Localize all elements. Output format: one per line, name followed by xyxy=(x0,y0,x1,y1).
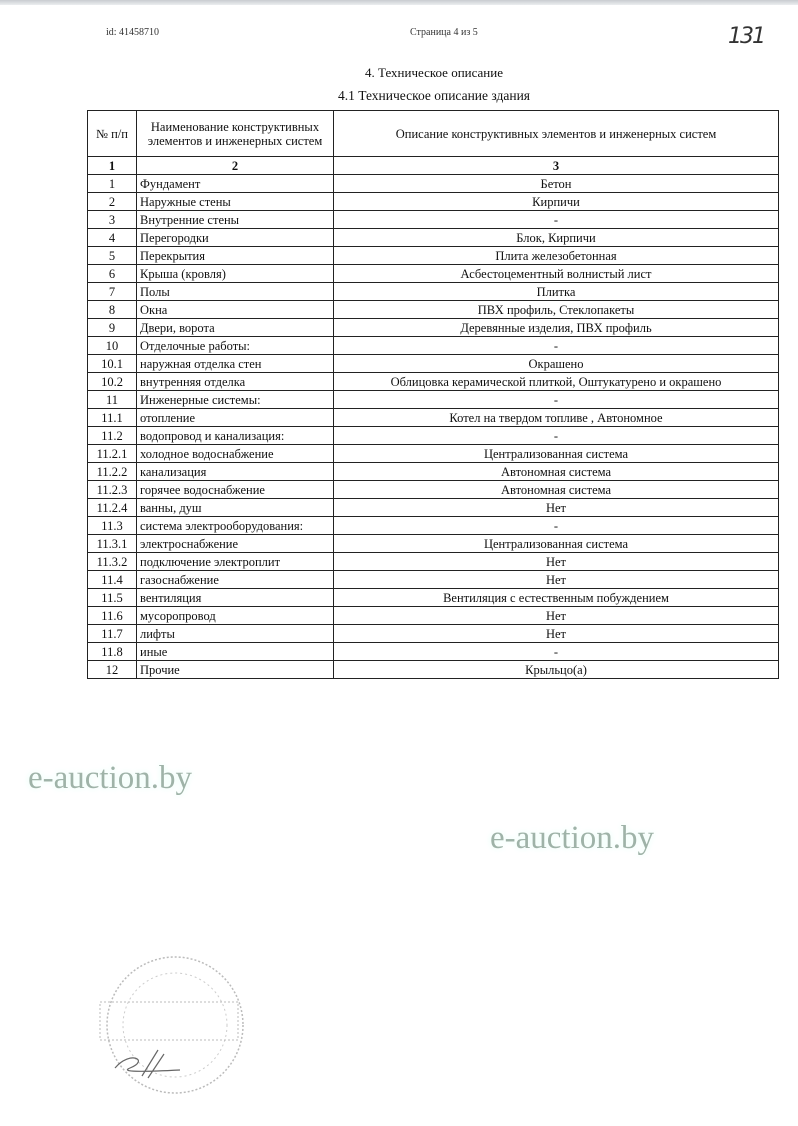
row-number: 10.2 xyxy=(88,373,137,391)
element-description: - xyxy=(334,337,779,355)
stamp-and-signature xyxy=(80,950,250,1110)
row-number: 11.3.1 xyxy=(88,535,137,553)
element-description: Бетон xyxy=(334,175,779,193)
row-number: 12 xyxy=(88,661,137,679)
row-number: 11.2.1 xyxy=(88,445,137,463)
table-row xyxy=(88,607,779,625)
watermark: e-auction.by xyxy=(28,760,193,796)
table-header-row xyxy=(88,111,779,157)
element-name: Внутренние стены xyxy=(137,211,334,229)
element-description: ПВХ профиль, Стеклопакеты xyxy=(334,301,779,319)
element-name: канализация xyxy=(137,463,334,481)
element-name: водопровод и канализация: xyxy=(137,427,334,445)
table-row xyxy=(88,499,779,517)
header-element-name: Наименование конструктивных элементов и инженерных систем xyxy=(137,111,334,157)
table-row xyxy=(88,553,779,571)
element-name: ванны, душ xyxy=(137,499,334,517)
row-number: 11.7 xyxy=(88,625,137,643)
element-description: Нет xyxy=(334,553,779,571)
table-row xyxy=(88,265,779,283)
element-description: Асбестоцементный волнистый лист xyxy=(334,265,779,283)
row-number: 11.2 xyxy=(88,427,137,445)
element-name: лифты xyxy=(137,625,334,643)
element-description: Нет xyxy=(334,625,779,643)
row-number: 11.8 xyxy=(88,643,137,661)
element-description: Нет xyxy=(334,499,779,517)
row-number: 9 xyxy=(88,319,137,337)
document-id: id: 41458710 xyxy=(106,27,160,38)
table-row xyxy=(88,301,779,319)
element-description: Крыльцо(а) xyxy=(334,661,779,679)
column-number: 3 xyxy=(334,157,779,175)
element-description: Плитка xyxy=(334,283,779,301)
element-name: вентиляция xyxy=(137,589,334,607)
element-description: Кирпичи xyxy=(334,193,779,211)
table-row xyxy=(88,589,779,607)
element-description: - xyxy=(334,427,779,445)
table-row xyxy=(88,661,779,679)
table-row xyxy=(88,247,779,265)
column-number: 2 xyxy=(137,157,334,175)
row-number: 11.2.2 xyxy=(88,463,137,481)
element-description: Централизованная система xyxy=(334,445,779,463)
section-title: 4. Техническое описание xyxy=(365,65,503,80)
element-description: Плита железобетонная xyxy=(334,247,779,265)
element-name: Полы xyxy=(137,283,334,301)
table-row xyxy=(88,355,779,373)
element-description: Нет xyxy=(334,607,779,625)
element-description: Облицовка керамической плиткой, Оштукатурено и окрашено xyxy=(334,373,779,391)
element-name: Перекрытия xyxy=(137,247,334,265)
table-row xyxy=(88,463,779,481)
element-name: Окна xyxy=(137,301,334,319)
row-number: 11 xyxy=(88,391,137,409)
element-name: Наружные стены xyxy=(137,193,334,211)
table-row xyxy=(88,571,779,589)
subsection-title: 4.1 Техническое описание здания xyxy=(337,88,531,103)
element-name: Инженерные системы: xyxy=(137,391,334,409)
watermark: e-auction.by xyxy=(490,820,655,856)
row-number: 4 xyxy=(88,229,137,247)
element-description: - xyxy=(334,643,779,661)
table-row xyxy=(88,229,779,247)
row-number: 6 xyxy=(88,265,137,283)
row-number: 11.3.2 xyxy=(88,553,137,571)
column-number: 1 xyxy=(88,157,137,175)
page-number: Страница 4 из 5 xyxy=(410,27,478,38)
element-description: Блок, Кирпичи xyxy=(334,229,779,247)
element-description: Деревянные изделия, ПВХ профиль xyxy=(334,319,779,337)
row-number: 2 xyxy=(88,193,137,211)
table-row xyxy=(88,409,779,427)
element-name: холодное водоснабжение xyxy=(137,445,334,463)
scan-edge xyxy=(0,0,798,5)
row-number: 11.3 xyxy=(88,517,137,535)
row-number: 11.5 xyxy=(88,589,137,607)
element-name: отопление xyxy=(137,409,334,427)
element-name: Прочие xyxy=(137,661,334,679)
element-name: Отделочные работы: xyxy=(137,337,334,355)
table-row xyxy=(88,535,779,553)
table-row xyxy=(88,283,779,301)
table-row xyxy=(88,427,779,445)
row-number: 11.2.3 xyxy=(88,481,137,499)
element-name: мусоропровод xyxy=(137,607,334,625)
element-description: - xyxy=(334,517,779,535)
row-number: 1 xyxy=(88,175,137,193)
element-name: Фундамент xyxy=(137,175,334,193)
row-number: 3 xyxy=(88,211,137,229)
table-row xyxy=(88,391,779,409)
table-row xyxy=(88,625,779,643)
element-name: Перегородки xyxy=(137,229,334,247)
table-row xyxy=(88,319,779,337)
column-number-row xyxy=(88,157,779,175)
element-description: Котел на твердом топливе , Автономное xyxy=(334,409,779,427)
row-number: 10 xyxy=(88,337,137,355)
table-row xyxy=(88,373,779,391)
table-row xyxy=(88,643,779,661)
row-number: 11.4 xyxy=(88,571,137,589)
element-description: Централизованная система xyxy=(334,535,779,553)
table-row xyxy=(88,175,779,193)
element-description: Нет xyxy=(334,571,779,589)
table-row xyxy=(88,445,779,463)
row-number: 10.1 xyxy=(88,355,137,373)
element-description: - xyxy=(334,391,779,409)
row-number: 5 xyxy=(88,247,137,265)
element-name: горячее водоснабжение xyxy=(137,481,334,499)
element-name: иные xyxy=(137,643,334,661)
table-row xyxy=(88,517,779,535)
row-number: 7 xyxy=(88,283,137,301)
technical-description-table xyxy=(87,110,779,679)
table-row xyxy=(88,193,779,211)
element-name: наружная отделка стен xyxy=(137,355,334,373)
table-row xyxy=(88,481,779,499)
element-description: - xyxy=(334,211,779,229)
table-row xyxy=(88,211,779,229)
element-description: Автономная система xyxy=(334,481,779,499)
element-name: подключение электроплит xyxy=(137,553,334,571)
element-name: внутренняя отделка xyxy=(137,373,334,391)
row-number: 11.2.4 xyxy=(88,499,137,517)
row-number: 8 xyxy=(88,301,137,319)
element-name: электроснабжение xyxy=(137,535,334,553)
element-name: система электрооборудования: xyxy=(137,517,334,535)
element-name: газоснабжение xyxy=(137,571,334,589)
row-number: 11.6 xyxy=(88,607,137,625)
element-name: Крыша (кровля) xyxy=(137,265,334,283)
element-description: Автономная система xyxy=(334,463,779,481)
row-number: 11.1 xyxy=(88,409,137,427)
element-name: Двери, ворота xyxy=(137,319,334,337)
table-row xyxy=(88,337,779,355)
element-description: Вентиляция с естественным побуждением xyxy=(334,589,779,607)
header-description: Описание конструктивных элементов и инженерных систем xyxy=(334,111,779,157)
handwritten-sheet-number: 131 xyxy=(728,24,764,49)
header-number: № п/п xyxy=(88,111,137,157)
element-description: Окрашено xyxy=(334,355,779,373)
